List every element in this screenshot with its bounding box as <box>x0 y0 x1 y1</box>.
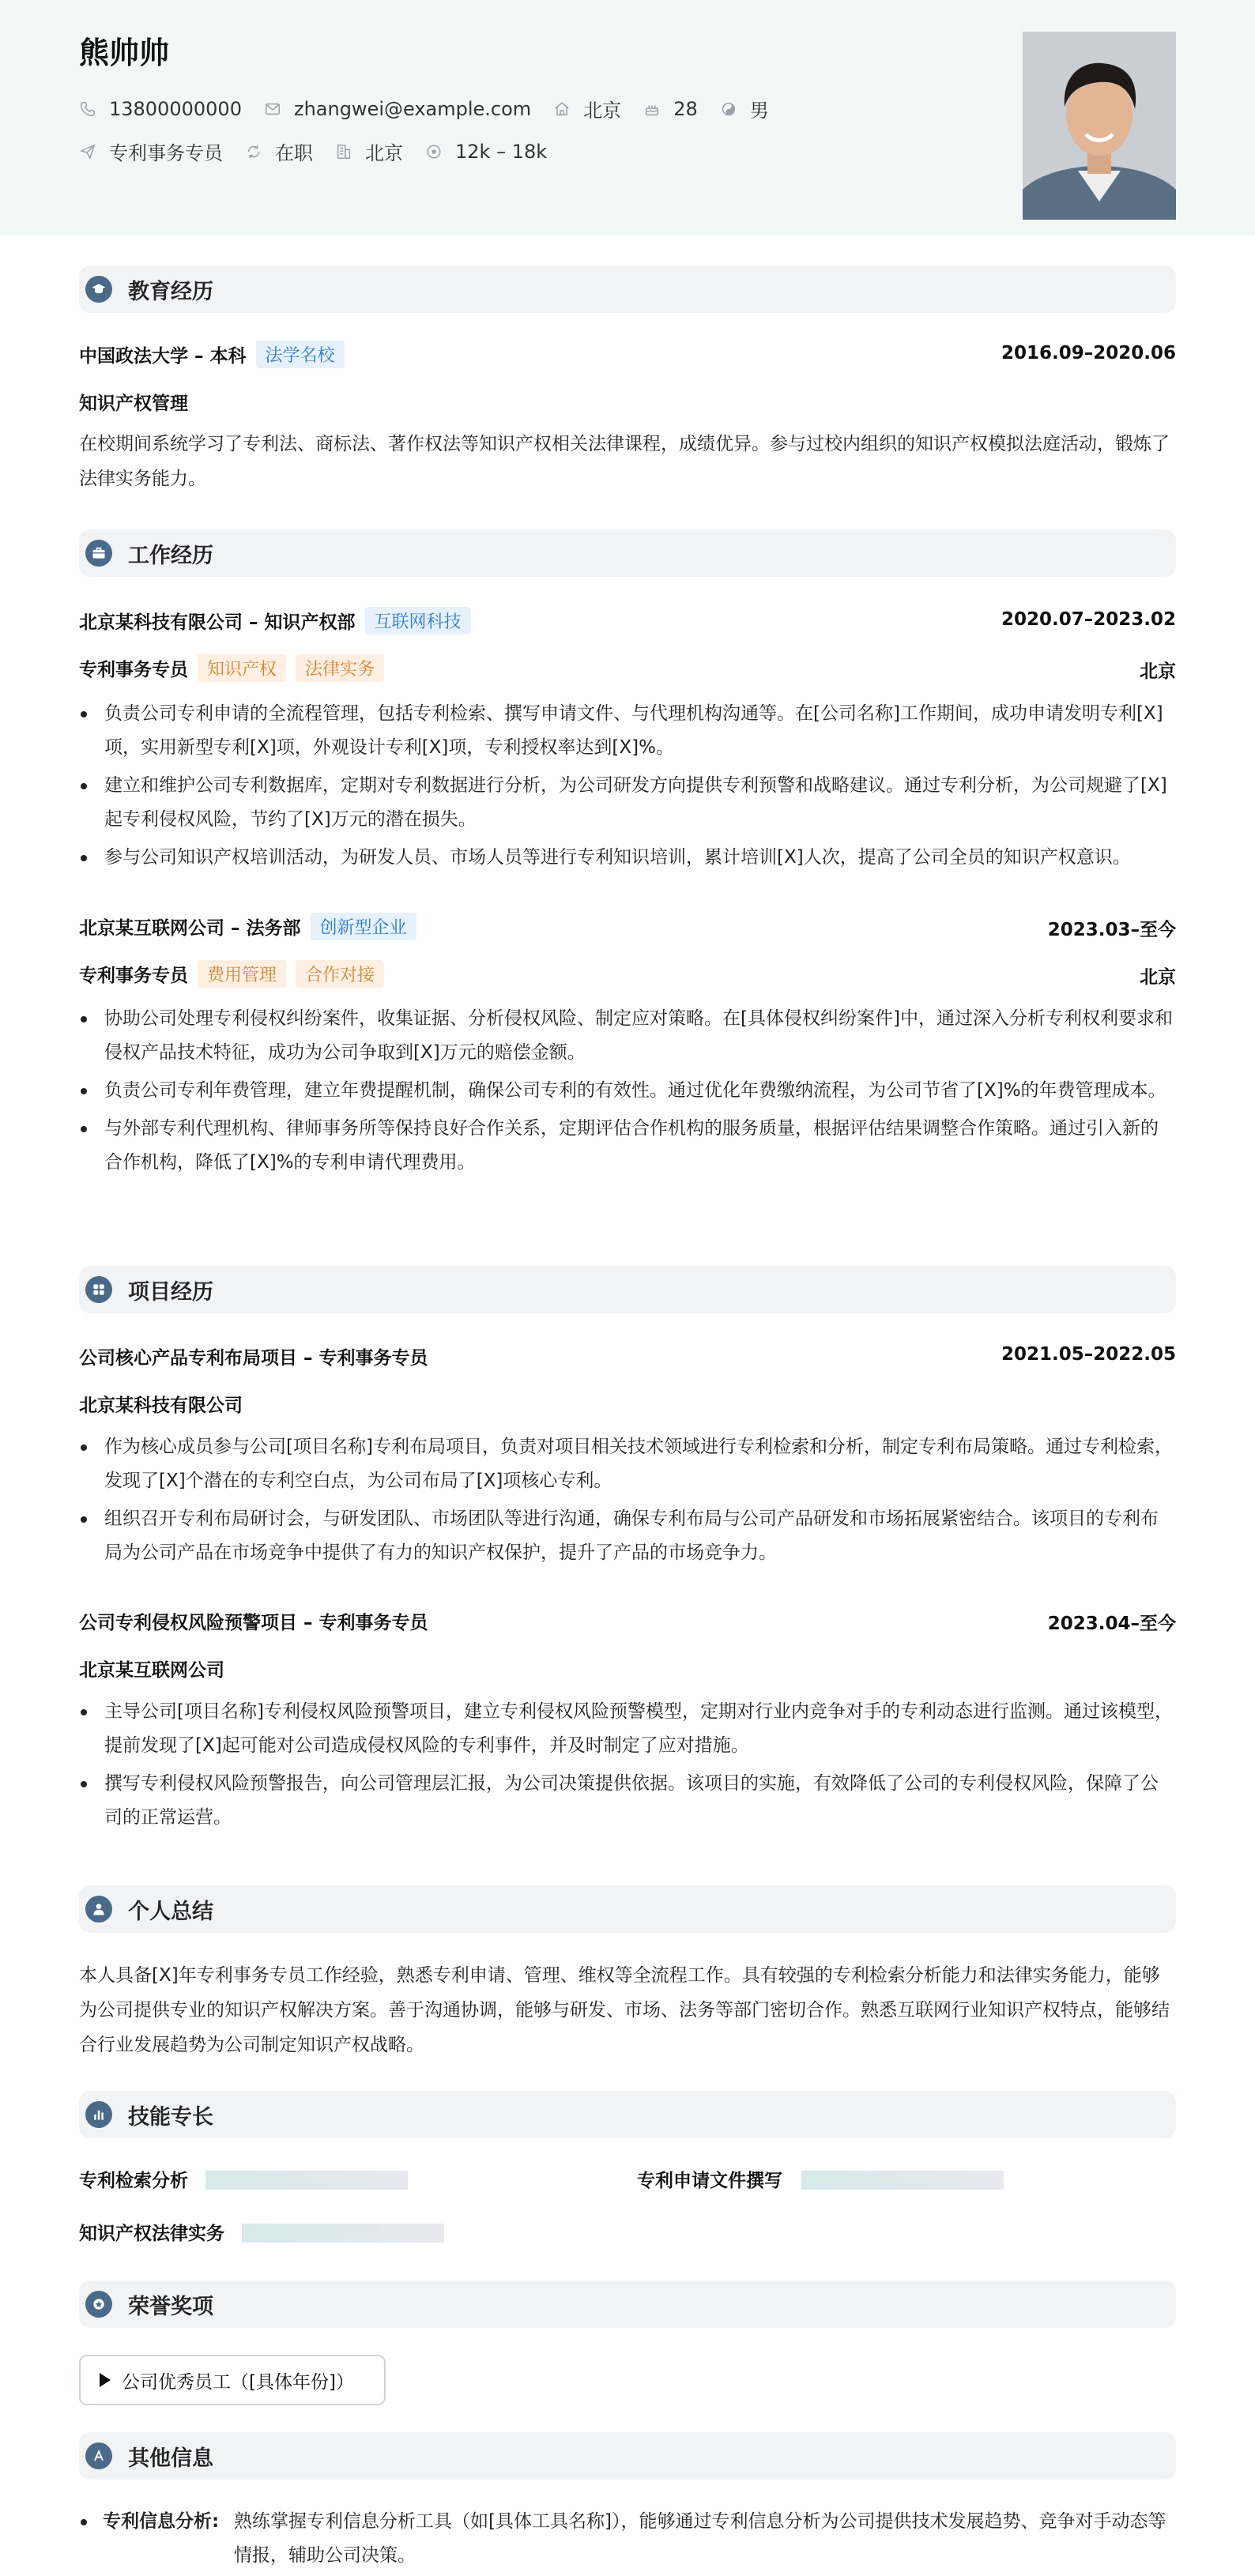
location-item <box>553 95 621 122</box>
work-date: 2020.07–2023.02 <box>1001 609 1176 630</box>
work-role <box>79 960 384 988</box>
section-summary <box>79 1885 1176 1933</box>
role-tag: 知识产权 <box>198 654 286 682</box>
target-role-item <box>79 137 223 165</box>
profile-photo <box>1023 32 1176 220</box>
user-icon <box>85 1896 112 1923</box>
building-icon <box>335 143 352 160</box>
list-item: 组织召开专利布局研讨会，与研发团队、市场团队等进行沟通，确保专利布局与公司产品研发和市场拓展紧密结合。该项目的专利布局为公司产品在市场竞争中提供了有力的知识产权保护，提升了产品的市场竞争力。 <box>79 1502 1176 1570</box>
skill-name: 知识产权法律实务 <box>79 2224 224 2244</box>
work-bullets <box>79 697 1176 879</box>
section-other <box>79 2432 1176 2480</box>
cake-icon <box>643 100 661 118</box>
other-info-text: 熟练掌握专利信息分析工具（如[具体工具名称]），能够通过专利信息分析为公司提供技术发展趋势、竞争对手动态等情报，辅助公司决策。 <box>234 2511 1166 2566</box>
list-item: 负责公司专利年费管理，建立年费提醒机制，确保公司专利的有效性。通过优化年费缴纳流程，为公司节省了[X]%的年费管理成本。 <box>79 1074 1176 1108</box>
project-date: 2021.05–2022.05 <box>1001 1344 1176 1365</box>
section-title: 其他信息 <box>128 2446 213 2471</box>
phone-text: 13800000000 <box>109 97 242 120</box>
skill-level-bar <box>801 2171 1004 2190</box>
work-company <box>79 913 416 940</box>
role-name: 专利事务专员 <box>79 966 188 986</box>
role-tag: 法律实务 <box>296 654 384 682</box>
medal-icon <box>85 2291 112 2318</box>
list-item: 撰写专利侵权风险预警报告，向公司管理层汇报，为公司决策提供依据。该项目的实施，有效降低了公司的专利侵权风险，保障了公司的正常运营。 <box>79 1767 1176 1835</box>
age-item <box>643 98 698 120</box>
list-item: 参与公司知识产权培训活动，为研发人员、市场人员等进行专利知识培训，累计培训[X]人次，提高了公司全员的知识产权意识。 <box>79 841 1176 875</box>
list-item: 协助公司处理专利侵权纠纷案件，收集证据、分析侵权风险、制定应对策略。在[具体侵权纠纷案件]中，通过深入分析专利权利要求和侵权产品技术特征，成功为公司争取到[X]万元的赔偿金额。 <box>79 1002 1176 1070</box>
section-title: 技能专长 <box>128 2104 213 2130</box>
section-title: 项目经历 <box>128 1279 213 1305</box>
email-item <box>264 98 531 120</box>
home-icon <box>553 100 571 118</box>
target-city-item <box>335 137 403 165</box>
gender-item <box>720 95 769 122</box>
project-company: 北京某科技有限公司 <box>79 1395 243 1416</box>
project-title: 公司专利侵权风险预警项目 – 专利事务专员 <box>79 1613 428 1633</box>
other-info-label: 专利信息分析: <box>103 2511 220 2532</box>
salary-text: 12k – 18k <box>455 140 548 163</box>
section-title: 教育经历 <box>128 279 213 304</box>
work-company <box>79 607 471 635</box>
education-date: 2016.09–2020.06 <box>1001 343 1176 363</box>
target-role-text: 专利事务专员 <box>109 142 223 164</box>
bar-chart-icon <box>85 2101 112 2128</box>
company-name: 北京某科技有限公司 – 知识产权部 <box>79 612 356 633</box>
list-item: 与外部专利代理机构、律师事务所等保持良好合作关系，定期评估合作机构的服务质量，根据评估结果调整合作策略。通过引入新的合作机构，降低了[X]%的专利申请代理费用。 <box>79 1112 1176 1180</box>
education-school <box>79 341 345 368</box>
section-work <box>79 529 1176 577</box>
section-skills <box>79 2091 1176 2138</box>
role-name: 专利事务专员 <box>79 660 188 680</box>
section-title: 荣誉奖项 <box>128 2294 213 2319</box>
role-tag: 合作对接 <box>296 960 384 988</box>
job-intent-row <box>79 137 569 165</box>
skill-name: 专利检索分析 <box>79 2171 188 2191</box>
section-title: 工作经历 <box>128 543 213 568</box>
candidate-name: 熊帅帅 <box>79 36 170 70</box>
company-tag: 创新型企业 <box>311 913 416 940</box>
work-role <box>79 654 384 682</box>
list-item: 负责公司专利申请的全流程管理，包括专利检索、撰写申请文件、与代理机构沟通等。在[公司名称]工作期间，成功申请发明专利[X]项，实用新型专利[X]项，外观设计专利[X]项，专利授权率达到[X]%。 <box>79 697 1176 765</box>
location-text: 北京 <box>583 100 622 122</box>
phone-item <box>79 98 242 120</box>
project-company: 北京某互联网公司 <box>79 1660 224 1681</box>
age-text: 28 <box>673 97 698 120</box>
briefcase-icon <box>85 540 112 567</box>
phone-icon <box>79 100 96 118</box>
bullet-dot <box>81 2519 87 2525</box>
grid-icon <box>85 1276 112 1303</box>
coin-icon <box>425 143 443 160</box>
section-awards <box>79 2280 1176 2328</box>
send-icon <box>79 143 96 160</box>
skill-name: 专利申请文件撰写 <box>637 2171 782 2191</box>
project-bullets <box>79 1430 1176 1574</box>
school-name: 中国政法大学 – 本科 <box>79 346 247 367</box>
sync-icon <box>245 143 262 160</box>
role-tag: 费用管理 <box>198 960 286 988</box>
email-text: zhangwei@example.com <box>293 97 532 120</box>
gender-text: 男 <box>749 100 769 122</box>
work-bullets <box>79 1002 1176 1184</box>
project-title: 公司核心产品专利布局项目 – 专利事务专员 <box>79 1348 428 1369</box>
section-education <box>79 266 1176 313</box>
other-info-item <box>79 2505 1176 2573</box>
letter-a-icon <box>85 2442 112 2469</box>
summary-text: 本人具备[X]年专利事务专员工作经验，熟悉专利申请、管理、维权等全流程工作。具有较强的专利检索分析能力和法律实务能力，能够为公司提供专业的知识产权解决方案。善于沟通协调，能够与研发、市场、法务等部门密切合作。熟悉互联网行业知识产权特点，能够结合行业发展趋势为公司制定知识产权战略。 <box>79 1965 1170 2055</box>
resume-header <box>0 0 1255 235</box>
school-tag: 法学名校 <box>256 341 345 368</box>
list-item: 建立和维护公司专利数据库，定期对专利数据进行分析，为公司研发方向提供专利预警和战略建议。通过专利分析，为公司规避了[X]起专利侵权风险，节约了[X]万元的潜在损失。 <box>79 769 1176 837</box>
list-item: 作为核心成员参与公司[项目名称]专利布局项目，负责对项目相关技术领域进行专利检索和分析，制定专利布局策略。通过专利检索，发现了[X]个潜在的专利空白点，为公司布局了[X]项核心专利。 <box>79 1430 1176 1498</box>
list-item: 主导公司[项目名称]专利侵权风险预警项目，建立专利侵权风险预警模型，定期对行业内竞争对手的专利动态进行监测。通过该模型，提前发现了[X]起可能对公司造成侵权风险的专利事件，并及时制定了应对措施。 <box>79 1695 1176 1763</box>
graduation-cap-icon <box>85 276 112 303</box>
section-title: 个人总结 <box>128 1899 213 1924</box>
work-city: 北京 <box>1140 661 1176 682</box>
target-city-text: 北京 <box>365 142 403 164</box>
salary-item <box>425 141 547 163</box>
section-projects <box>79 1266 1176 1313</box>
work-date: 2023.03–至今 <box>1047 920 1176 940</box>
contact-row <box>79 95 791 122</box>
gender-icon <box>720 100 737 118</box>
education-desc: 在校期间系统学习了专利法、商标法、著作权法等知识产权相关法律课程，成绩优异。参与过校内组织的知识产权模拟法庭活动，锻炼了法律实务能力。 <box>79 434 1170 489</box>
work-city: 北京 <box>1140 967 1176 988</box>
caret-right-icon <box>100 2373 111 2387</box>
skill-level-bar <box>242 2224 444 2243</box>
education-major: 知识产权管理 <box>79 394 188 414</box>
project-date: 2023.04–至今 <box>1047 1614 1176 1634</box>
award-text: 公司优秀员工（[具体年份]） <box>122 2371 354 2393</box>
status-text: 在职 <box>275 142 313 164</box>
award-item[interactable] <box>79 2355 386 2405</box>
skill-level-bar <box>205 2171 408 2190</box>
company-name: 北京某互联网公司 – 法务部 <box>79 918 301 939</box>
status-item <box>245 137 313 165</box>
mail-icon <box>264 100 281 118</box>
company-tag: 互联网科技 <box>365 607 471 635</box>
project-bullets <box>79 1695 1176 1839</box>
